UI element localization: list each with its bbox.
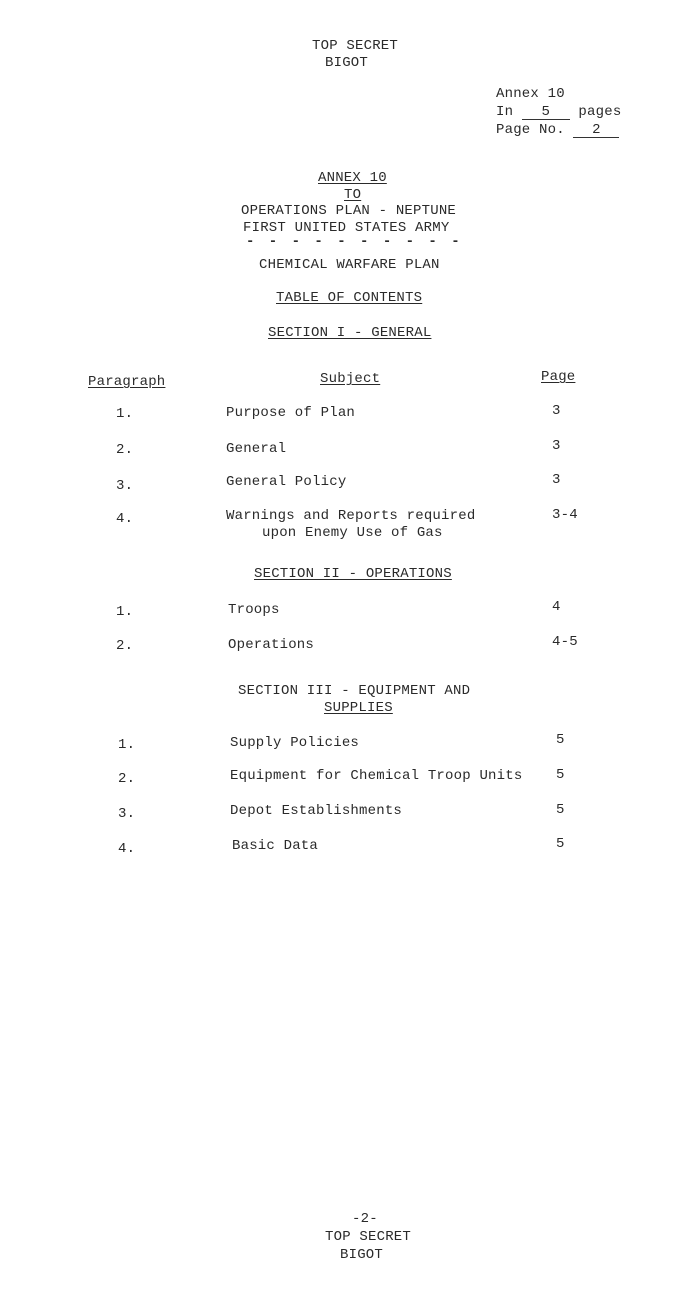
section-heading: SECTION II - OPERATIONS xyxy=(254,566,452,582)
toc-item-number: 3. xyxy=(116,478,134,494)
toc-item-page: 4-5 xyxy=(552,634,578,650)
toc-item-subject-continued: upon Enemy Use of Gas xyxy=(262,525,443,541)
in-label: In xyxy=(496,104,514,120)
toc-item-number: 4. xyxy=(118,841,136,857)
subject-title: CHEMICAL WARFARE PLAN xyxy=(259,257,440,273)
column-header-subject: Subject xyxy=(320,371,381,387)
pageno-value: 2 xyxy=(573,123,619,138)
section-heading: SECTION I - GENERAL xyxy=(268,325,432,341)
annex-title: ANNEX 10 xyxy=(318,170,387,186)
toc-item-subject: Purpose of Plan xyxy=(226,405,356,421)
section-heading-continued: SUPPLIES xyxy=(324,700,393,716)
column-header-paragraph: Paragraph xyxy=(88,374,166,390)
codeword-top: BIGOT xyxy=(325,55,369,71)
toc-item-number: 1. xyxy=(116,604,134,620)
toc-item-number: 1. xyxy=(118,737,136,753)
toc-item-page: 3 xyxy=(552,438,561,454)
toc-item-number: 2. xyxy=(118,771,136,787)
toc-item-page: 5 xyxy=(556,767,565,783)
toc-item-subject: General xyxy=(226,441,287,457)
toc-item-number: 2. xyxy=(116,442,134,458)
toc-item-subject: Basic Data xyxy=(232,838,319,854)
toc-item-page: 3-4 xyxy=(552,507,578,523)
page-count-line xyxy=(496,104,621,120)
section-heading: SECTION III - EQUIPMENT AND xyxy=(238,683,471,699)
title-to: TO xyxy=(344,187,362,203)
toc-item-subject: Depot Establishments xyxy=(230,803,403,819)
toc-item-subject: Supply Policies xyxy=(230,735,360,751)
plan-title: OPERATIONS PLAN - NEPTUNE xyxy=(241,203,457,219)
toc-item-number: 3. xyxy=(118,806,136,822)
classification-top: TOP SECRET xyxy=(312,38,399,54)
annex-reference: Annex 10 xyxy=(496,86,565,102)
column-header-page: Page xyxy=(541,369,576,385)
toc-item-number: 1. xyxy=(116,406,134,422)
toc-item-subject: Operations xyxy=(228,637,315,653)
toc-item-page: 5 xyxy=(556,802,565,818)
toc-item-page: 3 xyxy=(552,472,561,488)
toc-item-subject: Warnings and Reports required xyxy=(226,508,476,524)
army-title: FIRST UNITED STATES ARMY xyxy=(243,220,450,236)
page-number-line xyxy=(496,122,619,138)
toc-title: TABLE OF CONTENTS xyxy=(276,290,423,306)
footer-page-number: -2- xyxy=(352,1211,378,1227)
toc-item-page: 4 xyxy=(552,599,561,615)
toc-item-subject: General Policy xyxy=(226,474,347,490)
toc-item-page: 5 xyxy=(556,836,565,852)
classification-bottom: TOP SECRET xyxy=(325,1229,412,1245)
pageno-label: Page No. xyxy=(496,122,565,138)
title-dashes: - - - - - - - - - - xyxy=(246,234,463,250)
toc-item-subject: Troops xyxy=(228,602,280,618)
codeword-bottom: BIGOT xyxy=(340,1247,384,1263)
toc-item-page: 3 xyxy=(552,403,561,419)
toc-item-number: 4. xyxy=(116,511,134,527)
toc-item-subject: Equipment for Chemical Troop Units xyxy=(230,768,523,784)
pages-label: pages xyxy=(578,104,622,120)
page-count-value: 5 xyxy=(522,105,570,120)
toc-item-page: 5 xyxy=(556,732,565,748)
toc-item-number: 2. xyxy=(116,638,134,654)
